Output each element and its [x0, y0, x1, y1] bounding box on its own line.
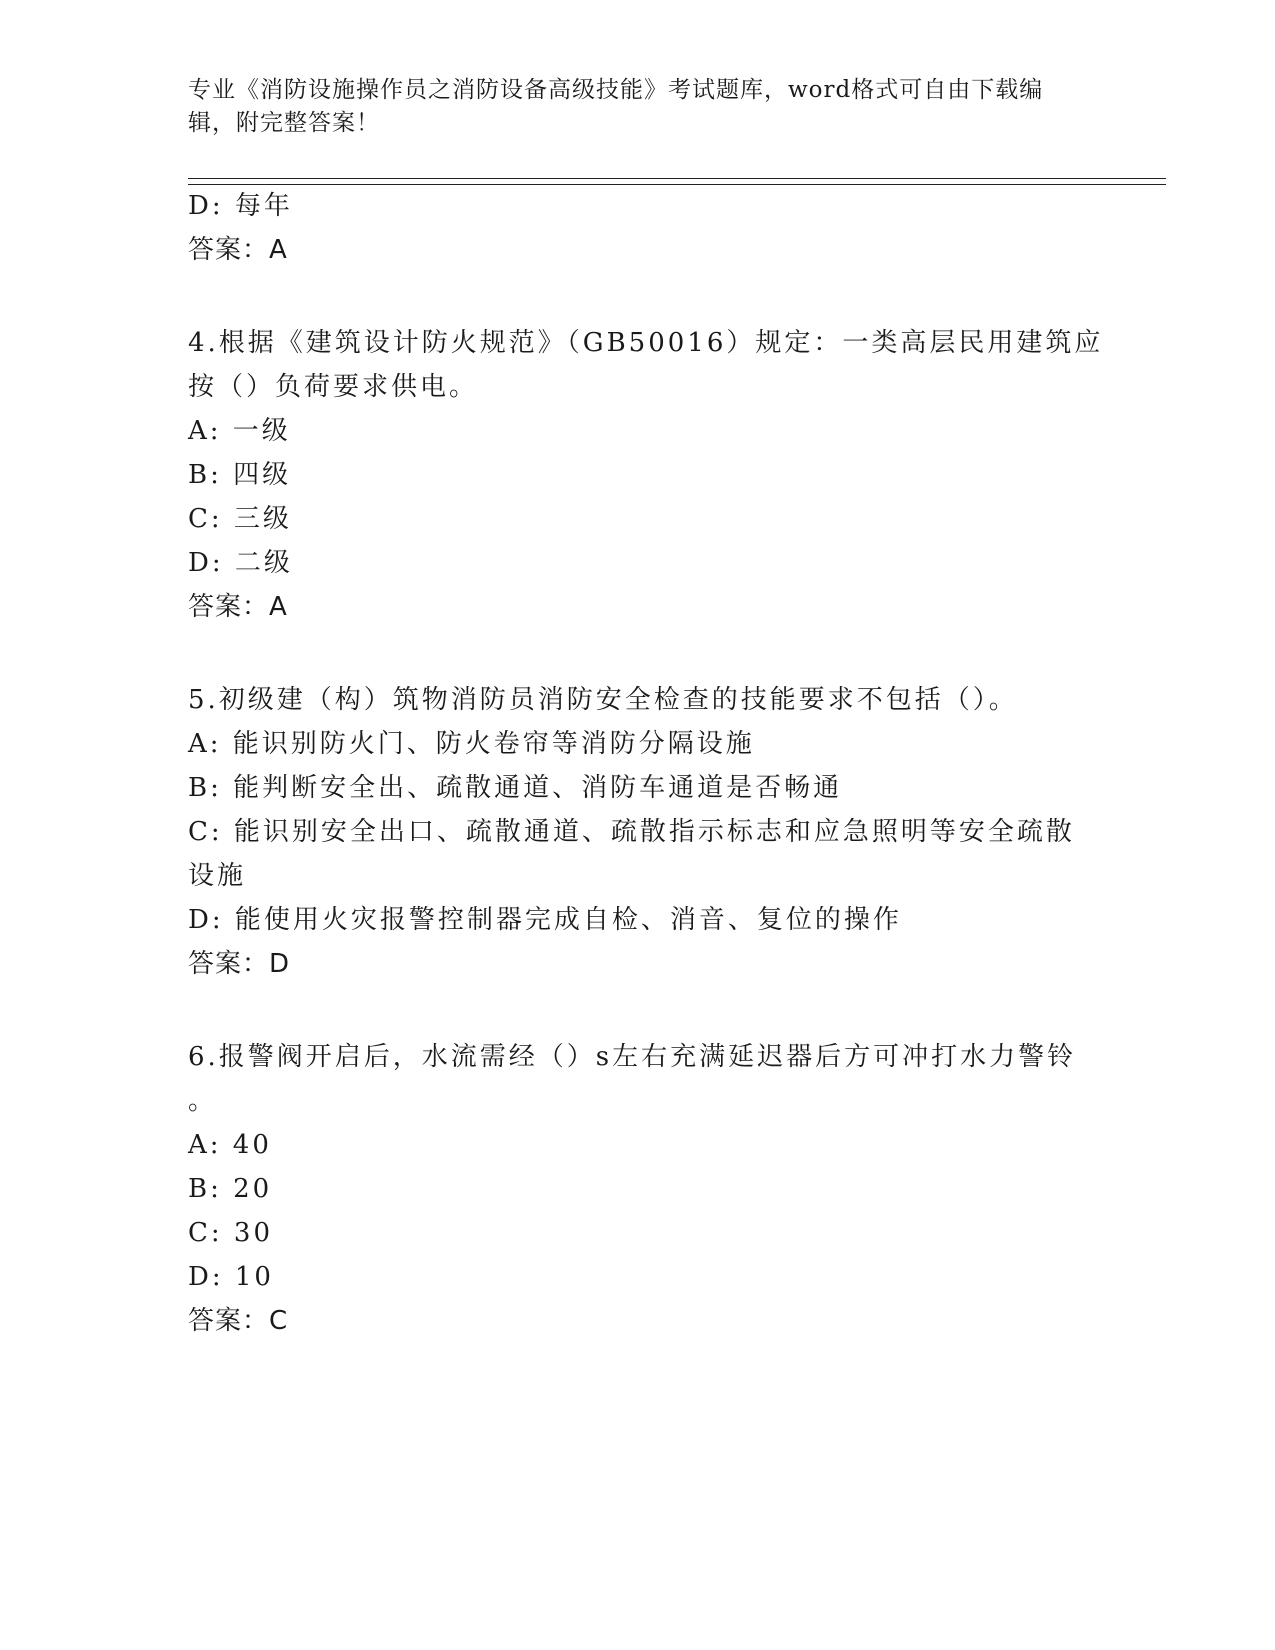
q5-option-c: C: 能识别安全出口、疏散通道、疏散指示标志和应急照明等安全疏散: [188, 817, 1075, 847]
q4-stem-line-2: 按（）负荷要求供电。: [188, 372, 479, 402]
q6-option-a: A: 40: [188, 1130, 272, 1160]
header-rule-top: [188, 178, 1166, 179]
q4-answer: 答案：A: [188, 592, 288, 622]
q5-option-a: A: 能识别防火门、防火卷帘等消防分隔设施: [188, 729, 755, 759]
q4-option-a: A: 一级: [188, 416, 291, 446]
q4-option-d: D: 二级: [188, 548, 293, 578]
q6-answer: 答案：C: [188, 1306, 289, 1336]
header-line-2: 辑，附完整答案！: [188, 110, 380, 136]
q6-option-d: D: 10: [188, 1262, 274, 1292]
q4-option-c: C: 三级: [188, 504, 292, 534]
q5-answer: 答案：D: [188, 949, 291, 979]
q5-stem-line-1: 5.初级建（构）筑物消防员消防安全检查的技能要求不包括（）。: [188, 685, 1018, 715]
q6-stem-line-2: 。: [188, 1086, 218, 1116]
prev-option-d: D: 每年: [188, 191, 293, 221]
q4-stem-line-1: 4.根据《建筑设计防火规范》（GB50016）规定：一类高层民用建筑应: [188, 328, 1104, 358]
header-line-1: 专业《消防设施操作员之消防设备高级技能》考试题库，word格式可自由下载编: [188, 77, 1044, 103]
q6-stem-line-1: 6.报警阀开启后，水流需经（）s左右充满延迟器后方可冲打水力警铃: [188, 1042, 1077, 1072]
prev-answer: 答案：A: [188, 235, 288, 265]
q5-option-b: B: 能判断安全出、疏散通道、消防车通道是否畅通: [188, 773, 843, 803]
q6-option-c: C: 30: [188, 1218, 274, 1248]
document-header: [188, 74, 1088, 140]
q6-option-b: B: 20: [188, 1174, 273, 1204]
q5-option-c-cont: 设施: [188, 861, 247, 891]
q5-option-d: D: 能使用火灾报警控制器完成自检、消音、复位的操作: [188, 905, 902, 935]
q4-option-b: B: 四级: [188, 460, 292, 490]
header-rule-bottom: [188, 184, 1166, 185]
